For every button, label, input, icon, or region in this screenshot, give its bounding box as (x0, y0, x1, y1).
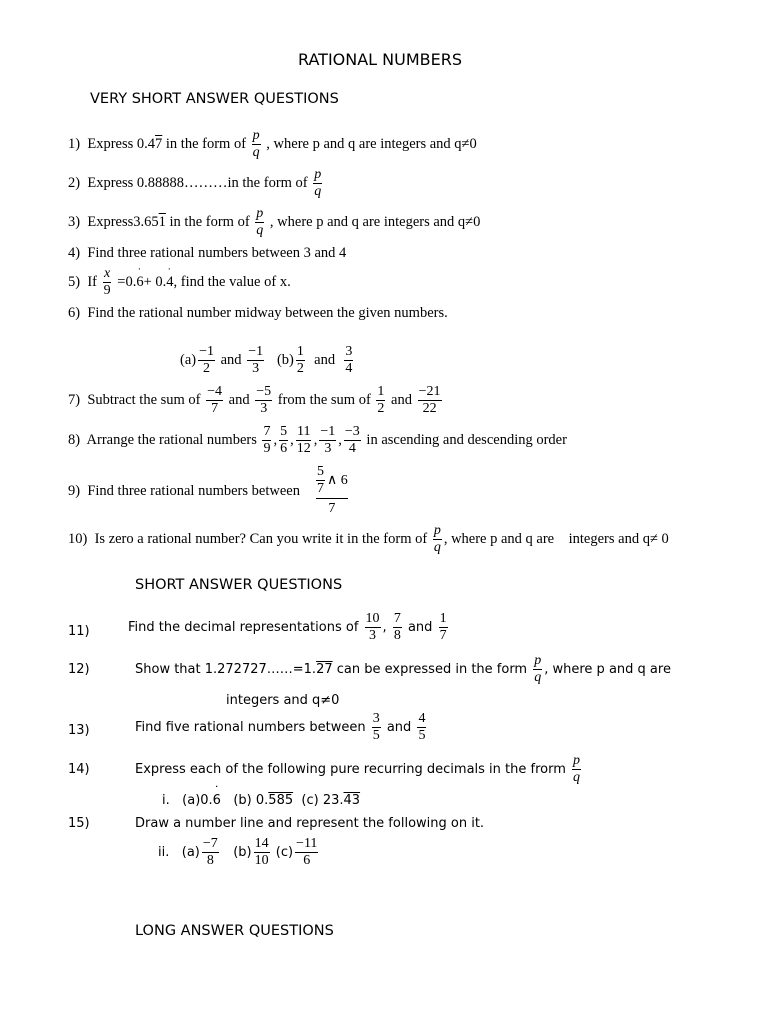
question-number: 1) (68, 135, 81, 152)
question-15-number: 15) (68, 816, 90, 831)
question-number: 8) (68, 431, 81, 448)
question-14-parts: i. (a)0.6 ˙ (b) 0.585 (c) 23.43 (162, 793, 360, 808)
recurring-digits: 7 (155, 135, 163, 152)
question-3: 3) Express3.651 in the form of $\frac{p}{q}$ , where p and q are integers and q≠0 (68, 206, 481, 238)
question-1: 1) Express 0.47 in the form of $\frac{p}{q}$ , where p and q are integers and q≠0 (68, 128, 477, 160)
question-number: 3) (68, 213, 81, 230)
page-title: RATIONAL NUMBERS (298, 50, 463, 69)
question-4: 4) Find three rational numbers between 3 and 4 (68, 245, 347, 261)
question-number: 5) (68, 273, 81, 290)
question-14-number: 14) (68, 762, 90, 777)
question-11: Find the decimal representations of $\frac{10}{3}$ , $\frac{7}{8}$ and $\frac{1}{7}$ (128, 611, 447, 643)
recurring-digits: 27 (316, 662, 333, 677)
fraction-p-over-q: $\frac{p}{q}$ (256, 206, 264, 238)
recurring-digit: 6 ˙ (136, 274, 143, 290)
question-13-number: 13) (68, 723, 90, 738)
question-8: 8) Arrange the rational numbers $\frac{7}{9}$ , $\frac{5}{6}$ , $\frac{11}{12}$ , $\frac{-1}{3}$ , $\frac{-3}{4}$ in ascending and descending order (68, 424, 567, 456)
recurring-digits: 1 (158, 213, 166, 230)
question-6-parts: (a) $\frac{-1}{2}$ and $\frac{-1}{3}$ (b) $\frac{1}{2}$ and $\frac{3}{4}$ (180, 344, 353, 376)
section-heading-very-short: VERY SHORT ANSWER QUESTIONS (90, 91, 339, 107)
recurring-digit: 4 ˙ (166, 274, 173, 290)
question-6: 6) Find the rational number midway between the given numbers. (68, 305, 448, 321)
question-11-number: 11) (68, 624, 90, 639)
recurring-digits: 43 (343, 793, 361, 808)
question-9-compound-fraction: $\frac{5}{7}$ ∧ 6 7 (317, 464, 348, 516)
section-heading-long: LONG ANSWER QUESTIONS (135, 923, 334, 939)
question-2: 2) Express 0.88888………in the form of $\frac{p}{q}$ (68, 167, 322, 199)
fraction-p-over-q: $\frac{p}{q}$ (314, 167, 322, 199)
fraction-p-over-q: $\frac{p}{q}$ (433, 523, 441, 555)
question-12-continued: integers and q≠0 (226, 693, 340, 708)
recurring-digits: 585 (268, 793, 294, 808)
question-10: 10) Is zero a rational number? Can you write it in the form of $\frac{p}{q}$ , where p and q are integers and q≠ 0 (68, 523, 669, 555)
question-number: 9) (68, 483, 81, 499)
question-7: 7) Subtract the sum of $\frac{-4}{7}$ and $\frac{-5}{3}$ from the sum of $\frac{1}{2}$ and $\frac{-21}{22}$ (68, 384, 441, 416)
question-number: 2) (68, 174, 81, 191)
question-13: Find five rational numbers between $\frac{3}{5}$ and $\frac{4}{5}$ (135, 711, 426, 743)
question-14: Express each of the following pure recurring decimals in the frorm $\frac{p}{q}$ (135, 753, 581, 785)
fraction-p-over-q: $\frac{p}{q}$ (252, 128, 260, 160)
question-15-parts: ii. (a) $\frac{-7}{8}$ (b) $\frac{14}{10}$ (c) $\frac{-11}{6}$ (158, 836, 318, 868)
question-number: 4) (68, 245, 81, 261)
question-number: 10) (68, 530, 88, 547)
question-12-number: 12) (68, 662, 90, 677)
question-12: Show that 1.272727……=1.27 can be expressed in the form $\frac{p}{q}$ , where p and q are (135, 653, 671, 685)
question-5: 5) If $\frac{x}{9}$ =0.6 ˙+ 0.4 ˙, find the value of x. (68, 267, 291, 298)
question-15: Draw a number line and represent the following on it. (135, 816, 485, 831)
fraction-p-over-q: $\frac{p}{q}$ (534, 653, 542, 685)
fraction-p-over-q: $\frac{p}{q}$ (573, 753, 581, 785)
question-9: 9) Find three rational numbers between (68, 483, 300, 499)
recurring-digit: 6 ˙ (213, 793, 221, 808)
section-heading-short: SHORT ANSWER QUESTIONS (135, 577, 343, 593)
fraction-x-over-9: $\frac{x}{9}$ (103, 266, 111, 298)
question-number: 6) (68, 305, 81, 321)
question-number: 7) (68, 391, 81, 408)
